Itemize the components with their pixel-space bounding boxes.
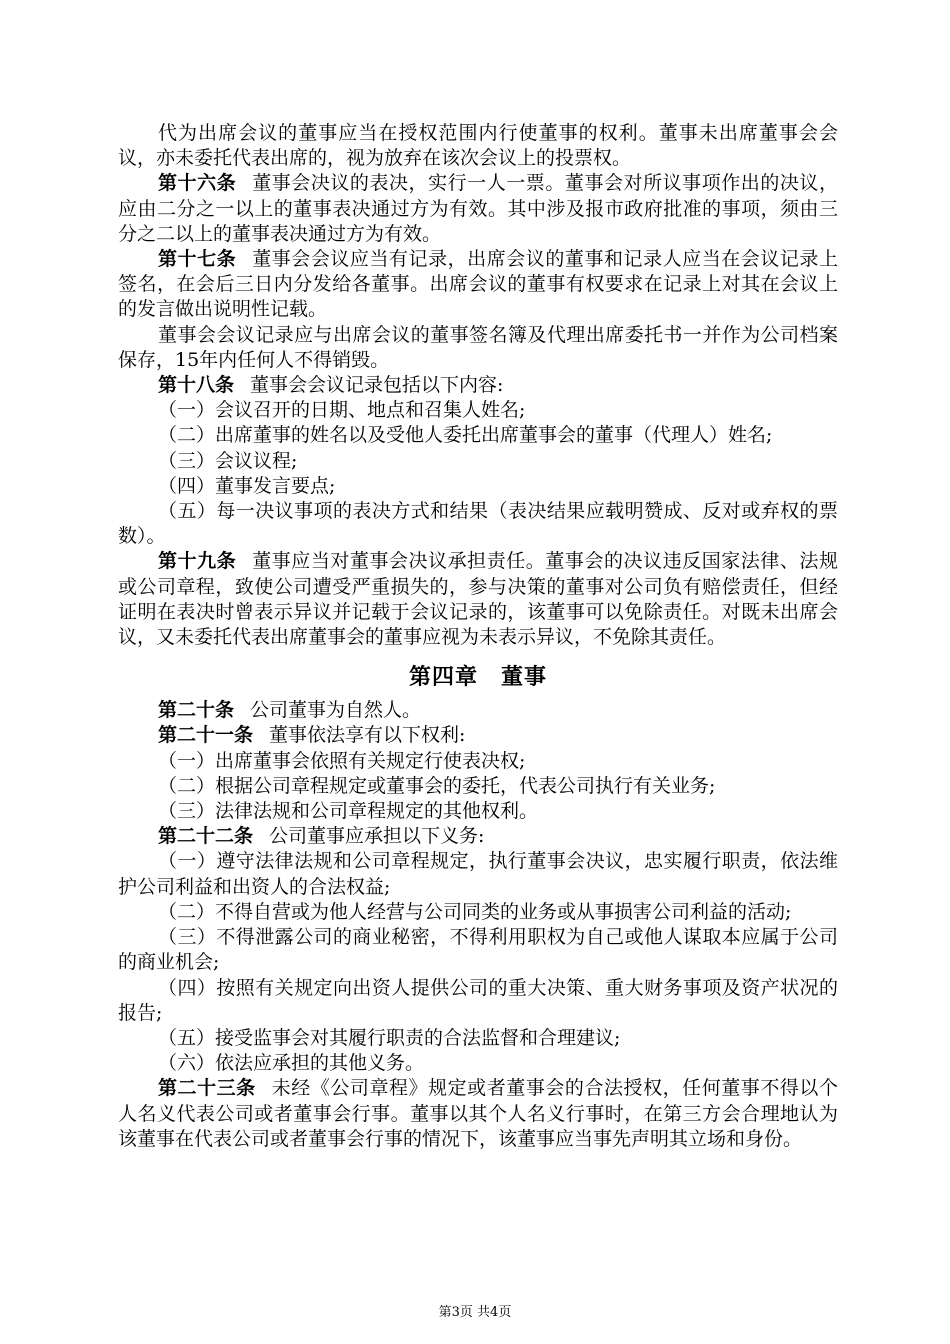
- article-text: 未经《公司章程》规定或者董事会的合法授权，任何董事不得以个人名义代表公司或者董事会行事。董事以其个人名义行事时，在第三方会合理地认为该董事在代表公司或者董事会行事的情况下，该董事应当事先声明其立场和身份。: [118, 1077, 838, 1150]
- article-paragraph: [118, 723, 838, 748]
- chapter-heading: 第四章 董事: [408, 664, 547, 691]
- article-text: 董事会会议记录包括以下内容:: [250, 374, 504, 397]
- article-label: 第二十条: [158, 699, 235, 722]
- article-label: 第十六条: [158, 172, 237, 195]
- article-text: 公司董事应承担以下义务:: [269, 825, 485, 848]
- article-paragraph: [118, 247, 838, 323]
- list-item: （一）出席董事会依照有关规定行使表决权;: [158, 749, 526, 772]
- article-text: 董事会会议应当有记录，出席会议的董事和记录人应当在会议记录上签名，在会后三日内分发给各董事。出席会议的董事有权要求在记录上对其在会议上的发言做出说明性记载。: [118, 248, 838, 321]
- list-item: （二）根据公司章程规定或董事会的委托，代表公司执行有关业务;: [158, 774, 716, 797]
- list-item: （四）董事发言要点;: [158, 474, 336, 497]
- article-paragraph: [118, 549, 838, 650]
- article-text: 董事依法享有以下权利:: [269, 724, 466, 747]
- list-item: （二）不得自营或为他人经营与公司同类的业务或从事损害公司利益的活动;: [158, 900, 792, 923]
- body-paragraph: 代为出席会议的董事应当在授权范围内行使董事的权利。董事未出席董事会会议，亦未委托代表出席的，视为放弃在该次会议上的投票权。: [118, 122, 838, 170]
- list-item: （五）每一决议事项的表决方式和结果（表决结果应载明赞成、反对或弃权的票数）。: [118, 500, 838, 548]
- list-item: （五）接受监事会对其履行职责的合法监督和合理建议;: [158, 1026, 621, 1049]
- list-item: （一）遵守法律法规和公司章程规定，执行董事会决议，忠实履行职责，依法维护公司利益和出资人的合法权益;: [118, 850, 838, 898]
- article-label: 第十八条: [158, 374, 235, 397]
- article-label: 第十七条: [158, 248, 237, 271]
- article-paragraph: [118, 1076, 838, 1152]
- article-paragraph: [118, 824, 838, 849]
- body-paragraph: 董事会会议记录应与出席会议的董事签名簿及代理出席委托书一并作为公司档案保存，15年内任何人不得销毁。: [118, 323, 838, 371]
- article-paragraph: [118, 698, 838, 723]
- article-label: 第十九条: [158, 550, 237, 573]
- list-item: （二）出席董事的姓名以及受他人委托出席董事会的董事（代理人）姓名;: [158, 424, 773, 447]
- article-paragraph: [118, 373, 838, 398]
- article-text: 董事应当对董事会决议承担责任。董事会的决议违反国家法律、法规或公司章程，致使公司遭受严重损失的，参与决策的董事对公司负有赔偿责任，但经证明在表决时曾表示异议并记载于会议记录的，该董事可以免除责任。对既未出席会议，又未委托代表出席董事会的董事应视为未表示异议，不免除其责任。: [118, 550, 838, 649]
- document-body: [118, 121, 838, 1152]
- article-text: 公司董事为自然人。: [250, 699, 422, 722]
- list-item: （四）按照有关规定向出资人提供公司的重大决策、重大财务事项及资产状况的报告;: [118, 976, 838, 1024]
- article-label: 第二十一条: [158, 724, 254, 747]
- list-item: （三）会议议程;: [158, 449, 298, 472]
- article-text: 董事会决议的表决，实行一人一票。董事会对所议事项作出的决议，应由二分之一以上的董事表决通过方为有效。其中涉及报市政府批准的事项，须由三分之二以上的董事表决通过方为有效。: [118, 172, 838, 245]
- list-item: （三）不得泄露公司的商业秘密，不得利用职权为自己或他人谋取本应属于公司的商业机会;: [118, 926, 838, 974]
- article-paragraph: [118, 171, 838, 247]
- article-label: 第二十三条: [158, 1077, 256, 1100]
- list-item: （三）法律法规和公司章程规定的其他权利。: [158, 800, 539, 823]
- article-label: 第二十二条: [158, 825, 254, 848]
- list-item: （一）会议召开的日期、地点和召集人姓名;: [158, 399, 526, 422]
- list-item: （六）依法应承担的其他义务。: [158, 1052, 425, 1075]
- page-footer: 第3页 共4页: [438, 1305, 512, 1320]
